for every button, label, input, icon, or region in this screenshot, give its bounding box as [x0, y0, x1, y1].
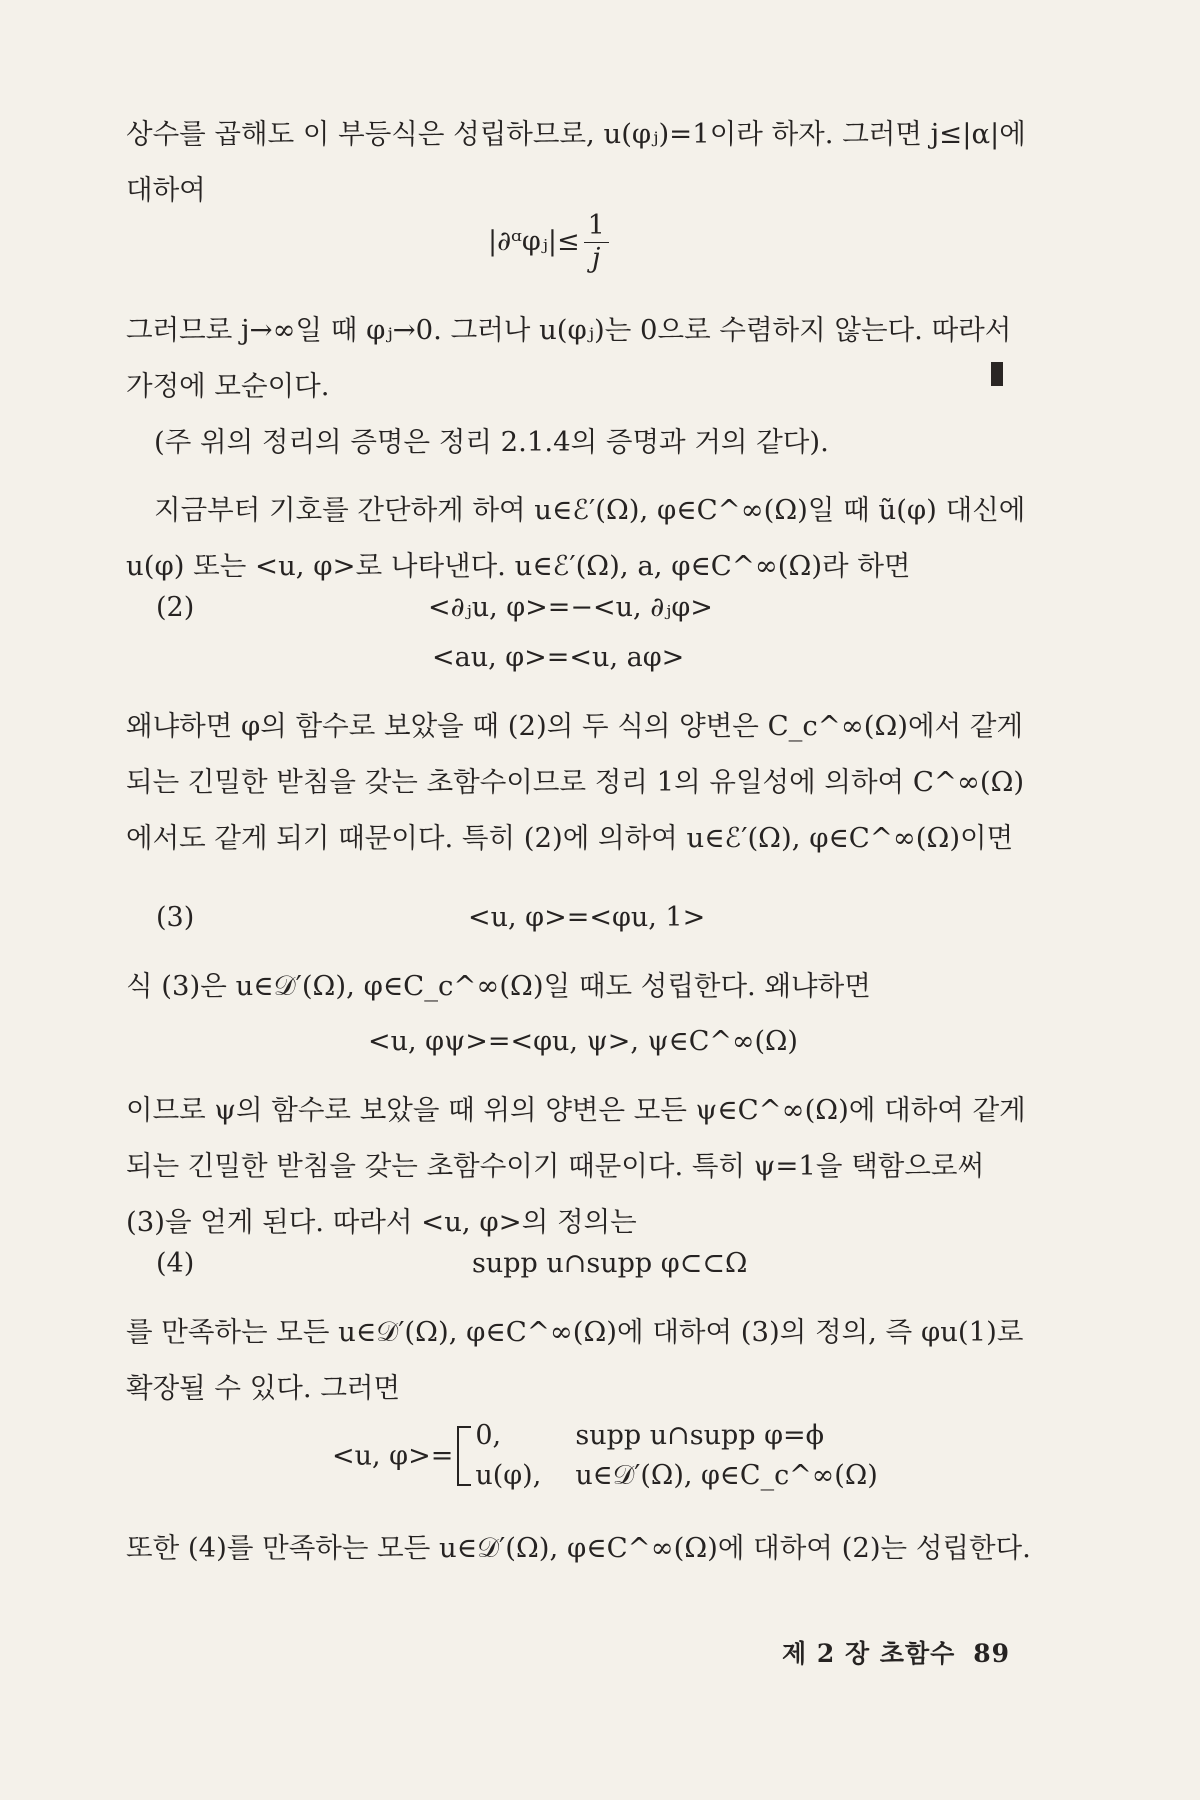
- cases-lhs: <u, φ>=: [332, 1440, 454, 1472]
- case-row-2: [475, 1456, 877, 1496]
- paragraph-5: 식 (3)은 u∈𝒟′(Ω), φ∈C_c^∞(Ω)일 때도 성립한다. 왜냐하면: [126, 970, 871, 1002]
- cases-equation: [332, 1416, 878, 1496]
- case-1-value: 0,: [475, 1420, 502, 1451]
- paragraph-3: 지금부터 기호를 간단하게 하여 u∈ℰ′(Ω), φ∈C^∞(Ω)일 때 ũ(φ) 대신에 u(φ) 또는 <u, φ>로 나타낸다. u∈ℰ′(Ω), a, φ∈C^∞(Ω)라 하면: [126, 494, 1026, 582]
- paragraph-1: 상수를 곱해도 이 부등식은 성립하므로, u(φⱼ)=1이라 하자. 그러면 j≤|α|에 대하여: [126, 118, 1026, 206]
- fraction-denominator: j: [592, 243, 601, 274]
- equation-3: <u, φ>=<φu, 1>: [468, 902, 706, 933]
- case-2-value: u(φ),: [475, 1460, 542, 1491]
- equation-2-line-2: <au, φ>=<u, aφ>: [432, 642, 685, 673]
- qed-mark: [991, 362, 1003, 386]
- equation-label-2: (2): [156, 592, 195, 623]
- equation-label-4: (4): [156, 1248, 195, 1279]
- chapter-title: 제 2 장 초함수: [782, 1639, 956, 1668]
- equation-4: supp u∩supp φ⊂⊂Ω: [472, 1248, 748, 1279]
- case-1-condition: supp u∩supp φ=ϕ: [575, 1420, 825, 1451]
- cases-body: [475, 1416, 877, 1496]
- fraction: [584, 210, 609, 275]
- paragraph-2: 그러므로 j→∞일 때 φⱼ→0. 그러나 u(φⱼ)는 0으로 수렴하지 않는다. 따라서 가정에 모순이다.: [126, 314, 1012, 402]
- cases-brace: [457, 1426, 471, 1486]
- paragraph-6: 이므로 ψ의 함수로 보았을 때 위의 양변은 모든 ψ∈C^∞(Ω)에 대하여 같게 되는 긴밀한 받침을 갖는 초함수이기 때문이다. 특히 ψ=1을 택함으로써 (3)을 얻게 된다. 따라서 <u, φ>의 정의는: [126, 1094, 1026, 1238]
- running-footer: [782, 1634, 1010, 1670]
- case-row-1: [475, 1416, 877, 1456]
- inequality-equation: [488, 210, 609, 275]
- equation-label-3: (3): [156, 902, 195, 933]
- paragraph-7: 를 만족하는 모든 u∈𝒟′(Ω), φ∈C^∞(Ω)에 대하여 (3)의 정의, 즉 φu(1)로 확장될 수 있다. 그러면: [126, 1316, 1024, 1404]
- case-2-condition: u∈𝒟′(Ω), φ∈C_c^∞(Ω): [575, 1460, 878, 1491]
- middle-equation: <u, φψ>=<φu, ψ>, ψ∈C^∞(Ω): [368, 1026, 798, 1057]
- note-paragraph: (주 위의 정리의 증명은 정리 2.1.4의 증명과 거의 같다).: [154, 426, 829, 458]
- paragraph-4: 왜냐하면 φ의 함수로 보았을 때 (2)의 두 식의 양변은 C_c^∞(Ω)에서 같게되는 긴밀한 받침을 갖는 초함수이므로 정리 1의 유일성에 의하여 C^∞(Ω)에서도 같게 되기 때문이다. 특히 (2)에 의하여 u∈ℰ′(Ω), φ∈C^∞(Ω)이면: [126, 710, 1025, 854]
- paragraph-8: 또한 (4)를 만족하는 모든 u∈𝒟′(Ω), φ∈C^∞(Ω)에 대하여 (2)는 성립한다.: [126, 1532, 1031, 1564]
- equation-2-line-1: <∂ⱼu, φ>=−<u, ∂ⱼφ>: [428, 592, 713, 623]
- page-number: 89: [973, 1639, 1011, 1668]
- inequality-lhs: |∂ᵅφⱼ|≤: [488, 226, 580, 257]
- fraction-numerator: 1: [584, 210, 609, 243]
